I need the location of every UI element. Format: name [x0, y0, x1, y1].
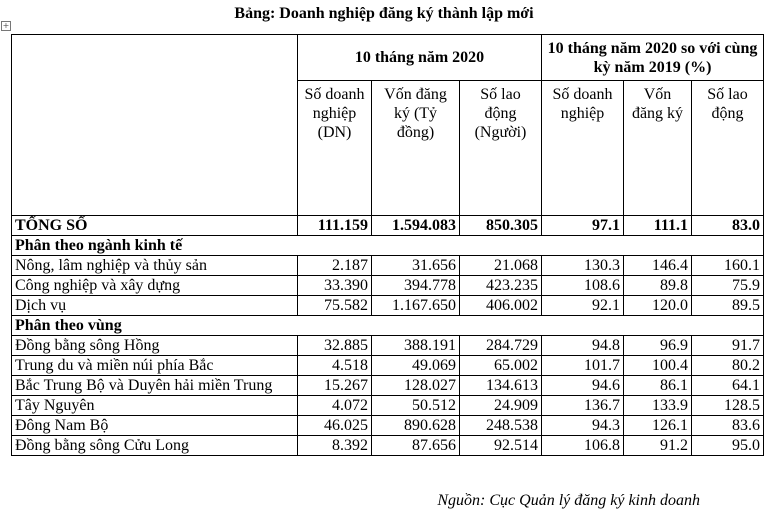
group-header-compare: 10 tháng năm 2020 so với cùng kỳ năm 2019 (%)	[542, 35, 764, 81]
row-label: Đông Nam Bộ	[12, 416, 298, 436]
cell: 46.025	[298, 416, 372, 436]
cell: 423.235	[460, 276, 542, 296]
cell: 4.518	[298, 356, 372, 376]
col-header-enterprises-pct: Số doanh nghiệp	[542, 81, 624, 216]
section-heading-industry: Phân theo ngành kinh tế	[12, 236, 764, 256]
cell: 86.1	[624, 376, 692, 396]
cell: 106.8	[542, 436, 624, 456]
row-label: Đồng bằng sông Cửu Long	[12, 436, 298, 456]
cell: 133.9	[624, 396, 692, 416]
cell: 91.7	[692, 336, 764, 356]
cell: 31.656	[372, 256, 460, 276]
cell: 83.6	[692, 416, 764, 436]
cell: 8.392	[298, 436, 372, 456]
table-title: Bảng: Doanh nghiệp đăng ký thành lập mới	[234, 5, 534, 22]
col-header-capital: Vốn đăng ký (Tỷ đồng)	[372, 81, 460, 216]
cell: 96.9	[624, 336, 692, 356]
cell: 89.5	[692, 296, 764, 316]
row-label: Bắc Trung Bộ và Duyên hải miền Trung	[12, 376, 298, 396]
cell: 75.582	[298, 296, 372, 316]
cell: 100.4	[624, 356, 692, 376]
cell: 136.7	[542, 396, 624, 416]
cell: 394.778	[372, 276, 460, 296]
cell: 92.514	[460, 436, 542, 456]
cell: 2.187	[298, 256, 372, 276]
cell: 33.390	[298, 276, 372, 296]
section-row	[12, 236, 764, 256]
table-row	[12, 356, 764, 376]
cell: 146.4	[624, 256, 692, 276]
group-header-2020: 10 tháng năm 2020	[298, 35, 542, 81]
row-label: Đồng bằng sông Hồng	[12, 336, 298, 356]
cell: 406.002	[460, 296, 542, 316]
cell: 65.002	[460, 356, 542, 376]
col-header-labor-pct: Số lao động	[692, 81, 764, 216]
row-label: Công nghiệp và xây dựng	[12, 276, 298, 296]
cell: 120.0	[624, 296, 692, 316]
cell: 87.656	[372, 436, 460, 456]
table-row	[12, 296, 764, 316]
table-row	[12, 416, 764, 436]
cell: 134.613	[460, 376, 542, 396]
section-row	[12, 316, 764, 336]
table-move-handle-icon[interactable]: +	[2, 21, 10, 30]
cell: 850.305	[460, 216, 542, 236]
cell: 284.729	[460, 336, 542, 356]
row-label: Trung du và miền núi phía Bắc	[12, 356, 298, 376]
cell: 248.538	[460, 416, 542, 436]
cell: 95.0	[692, 436, 764, 456]
col-header-enterprises: Số doanh nghiệp (DN)	[298, 81, 372, 216]
cell: 94.3	[542, 416, 624, 436]
cell: 108.6	[542, 276, 624, 296]
col-header-labor: Số lao động (Người)	[460, 81, 542, 216]
cell: 1.594.083	[372, 216, 460, 236]
row-label: Dịch vụ	[12, 296, 298, 316]
source-note: Nguồn: Cục Quản lý đăng ký kinh doanh	[437, 492, 700, 509]
cell: 49.069	[372, 356, 460, 376]
cell: 89.8	[624, 276, 692, 296]
cell: 4.072	[298, 396, 372, 416]
cell: 15.267	[298, 376, 372, 396]
enterprise-table	[11, 34, 764, 456]
cell: 92.1	[542, 296, 624, 316]
cell: 126.1	[624, 416, 692, 436]
label-header-cell	[12, 35, 298, 216]
col-header-capital-pct: Vốn đăng ký	[624, 81, 692, 216]
cell: 50.512	[372, 396, 460, 416]
cell: 24.909	[460, 396, 542, 416]
cell: 111.1	[624, 216, 692, 236]
table-row	[12, 336, 764, 356]
cell: 80.2	[692, 356, 764, 376]
table-row	[12, 256, 764, 276]
cell: 101.7	[542, 356, 624, 376]
row-label: Tây Nguyên	[12, 396, 298, 416]
cell: 94.8	[542, 336, 624, 356]
cell: 160.1	[692, 256, 764, 276]
total-row	[12, 216, 764, 236]
cell: 1.167.650	[372, 296, 460, 316]
cell: 128.027	[372, 376, 460, 396]
cell: 128.5	[692, 396, 764, 416]
cell: 32.885	[298, 336, 372, 356]
table-row	[12, 276, 764, 296]
cell: 83.0	[692, 216, 764, 236]
cell: 890.628	[372, 416, 460, 436]
cell: 75.9	[692, 276, 764, 296]
cell: 97.1	[542, 216, 624, 236]
table-row	[12, 436, 764, 456]
cell: 94.6	[542, 376, 624, 396]
cell: 111.159	[298, 216, 372, 236]
row-label: TỔNG SỐ	[12, 216, 298, 236]
table-row	[12, 376, 764, 396]
section-heading-region: Phân theo vùng	[12, 316, 764, 336]
table-row	[12, 396, 764, 416]
cell: 21.068	[460, 256, 542, 276]
cell: 64.1	[692, 376, 764, 396]
cell: 130.3	[542, 256, 624, 276]
row-label: Nông, lâm nghiệp và thủy sản	[12, 256, 298, 276]
cell: 388.191	[372, 336, 460, 356]
cell: 91.2	[624, 436, 692, 456]
